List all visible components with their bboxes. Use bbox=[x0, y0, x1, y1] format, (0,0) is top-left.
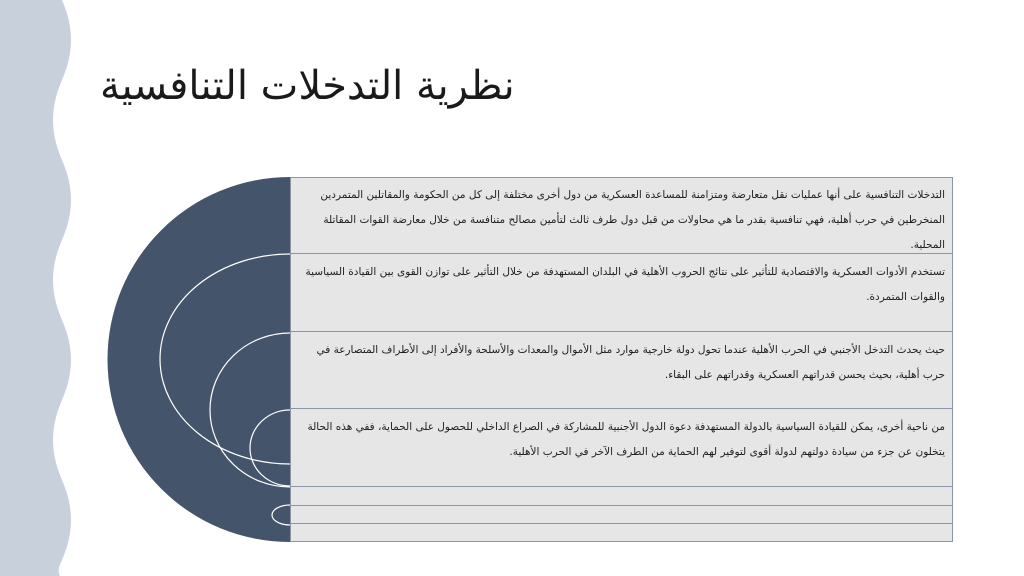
list-item-1: التدخلات التنافسية على أنها عمليات نقل متعارضة ومتزامنة للمساعدة العسكرية من دول أخرى مختلفة إلى كل من الحكومة والمقاتلين المتمردين المنخرطين في حرب أهلية، فهي تنافسية بقدر ما هي محاولات من قبل دول طرف ثالث لتأمين مصالح متنافسة من خلال معارضة القوات المقاتلة المحلية. bbox=[290, 177, 953, 254]
concentric-arcs-graphic bbox=[0, 0, 300, 576]
list-item-7 bbox=[290, 524, 953, 542]
slide-title: نظرية التدخلات التنافسية bbox=[100, 63, 515, 109]
list-item-6 bbox=[290, 506, 953, 524]
arc-background bbox=[108, 177, 291, 542]
list-item-5 bbox=[290, 487, 953, 506]
text-list-panel bbox=[290, 177, 953, 542]
list-item-3: حيث يحدث التدخل الأجنبي في الحرب الأهلية عندما تحول دولة خارجية موارد مثل الأموال والمعدات والأسلحة والأفراد إلى الأطراف المتصارعة في حرب أهلية، بحيث يحسن قدراتهم العسكرية وقدراتهم على البقاء. bbox=[290, 332, 953, 409]
list-item-4: من ناحية أخرى، يمكن للقيادة السياسية بالدولة المستهدفة دعوة الدول الأجنبية للمشاركة في الصراع الداخلي للحصول على الحماية، ففي هذه الحالة يتخلون عن جزء من سيادة دولتهم لدولة أقوى لتوفير لهم الحماية من الطرف الآخر في الحرب الأهلية. bbox=[290, 409, 953, 487]
list-item-2: تستخدم الأدوات العسكرية والاقتصادية للتأثير على نتائج الحروب الأهلية في البلدان المستهدفة من خلال التأثير على توازن القوى بين القيادة السياسية والقوات المتمردة. bbox=[290, 254, 953, 332]
